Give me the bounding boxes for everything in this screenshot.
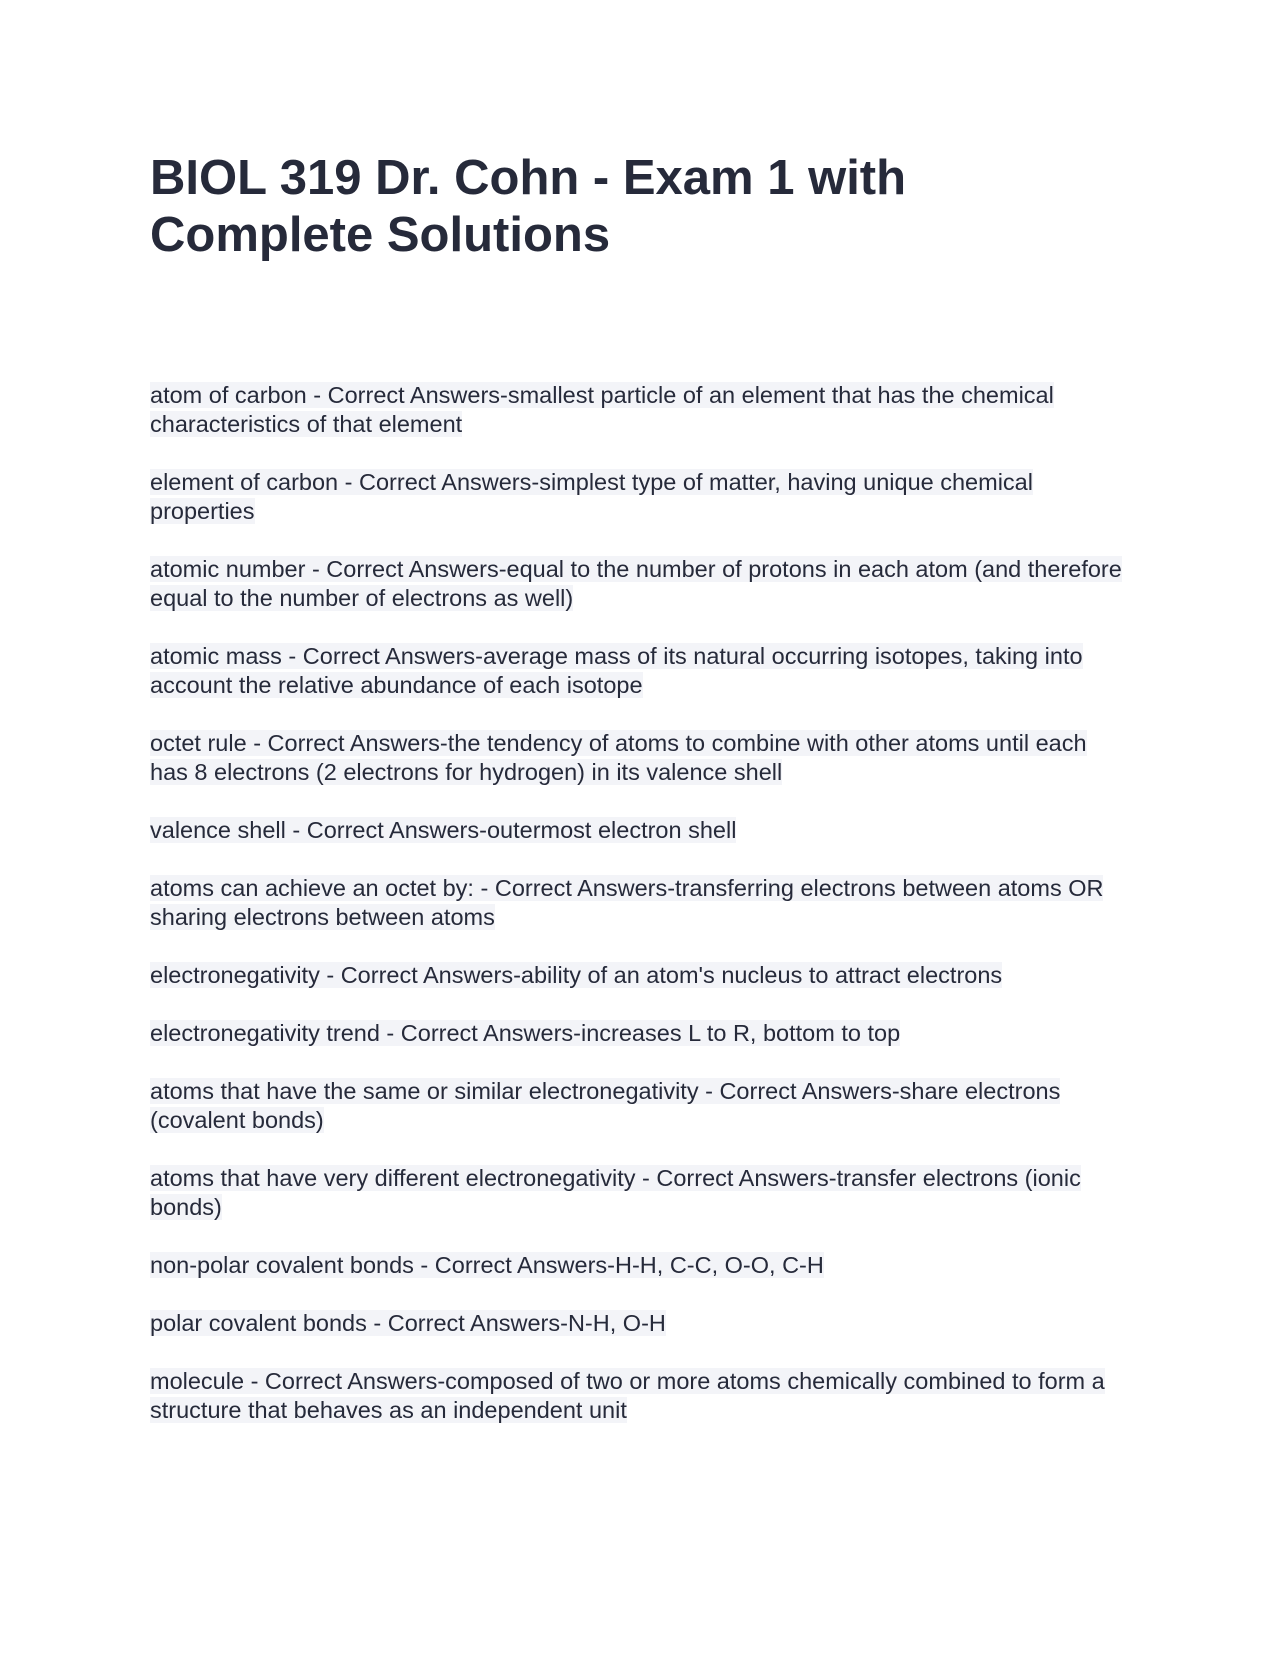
qa-entry-text: atom of carbon - Correct Answers-smallest particle of an element that has the chemical characteristics of that element	[150, 382, 1054, 437]
qa-entry-atom-of-carbon	[150, 381, 1130, 439]
qa-entry-text: electronegativity trend - Correct Answers-increases L to R, bottom to top	[150, 1020, 901, 1046]
qa-entry-text: atomic number - Correct Answers-equal to the number of protons in each atom (and therefore equal to the number of electrons as well)	[150, 556, 1122, 611]
qa-entry-text: octet rule - Correct Answers-the tendency of atoms to combine with other atoms until each has 8 electrons (2 electrons for hydrogen) in its valence shell	[150, 730, 1087, 785]
qa-entry-text: electronegativity - Correct Answers-ability of an atom's nucleus to attract electrons	[150, 962, 1003, 988]
qa-entry-text: valence shell - Correct Answers-outermost electron shell	[150, 817, 737, 843]
qa-entry-electronegativity	[150, 961, 1130, 990]
qa-entry-atomic-mass	[150, 642, 1130, 700]
qa-entry-valence-shell	[150, 816, 1130, 845]
qa-entry-octet-rule	[150, 729, 1130, 787]
document-title: BIOL 319 Dr. Cohn - Exam 1 with Complete Solutions	[150, 151, 907, 262]
qa-entry-nonpolar-covalent-bonds	[150, 1251, 1130, 1280]
qa-entry-similar-electronegativity	[150, 1077, 1130, 1135]
qa-entry-polar-covalent-bonds	[150, 1309, 1130, 1338]
qa-entry-text: atomic mass - Correct Answers-average mass of its natural occurring isotopes, taking into account the relative abundance of each isotope	[150, 643, 1083, 698]
qa-entry-text: molecule - Correct Answers-composed of two or more atoms chemically combined to form a structure that behaves as an independent unit	[150, 1368, 1105, 1423]
qa-entry-text: non-polar covalent bonds - Correct Answers-H-H, C-C, O-O, C-H	[150, 1252, 824, 1278]
qa-entry-molecule	[150, 1367, 1130, 1425]
qa-entry-element-of-carbon	[150, 468, 1130, 526]
qa-entry-text: polar covalent bonds - Correct Answers-N-H, O-H	[150, 1310, 666, 1336]
qa-entry-text: atoms that have the same or similar electronegativity - Correct Answers-share electrons (covalent bonds)	[150, 1078, 1061, 1133]
qa-entry-text: element of carbon - Correct Answers-simplest type of matter, having unique chemical properties	[150, 469, 1033, 524]
qa-list	[150, 381, 1130, 1454]
qa-entry-atomic-number	[150, 555, 1130, 613]
qa-entry-electronegativity-trend	[150, 1019, 1130, 1048]
qa-entry-text: atoms can achieve an octet by: - Correct Answers-transferring electrons between atoms OR sharing electrons between atoms	[150, 875, 1104, 930]
qa-entry-text: atoms that have very different electronegativity - Correct Answers-transfer electrons (ionic bonds)	[150, 1165, 1081, 1220]
qa-entry-octet-methods	[150, 874, 1130, 932]
qa-entry-different-electronegativity	[150, 1164, 1130, 1222]
